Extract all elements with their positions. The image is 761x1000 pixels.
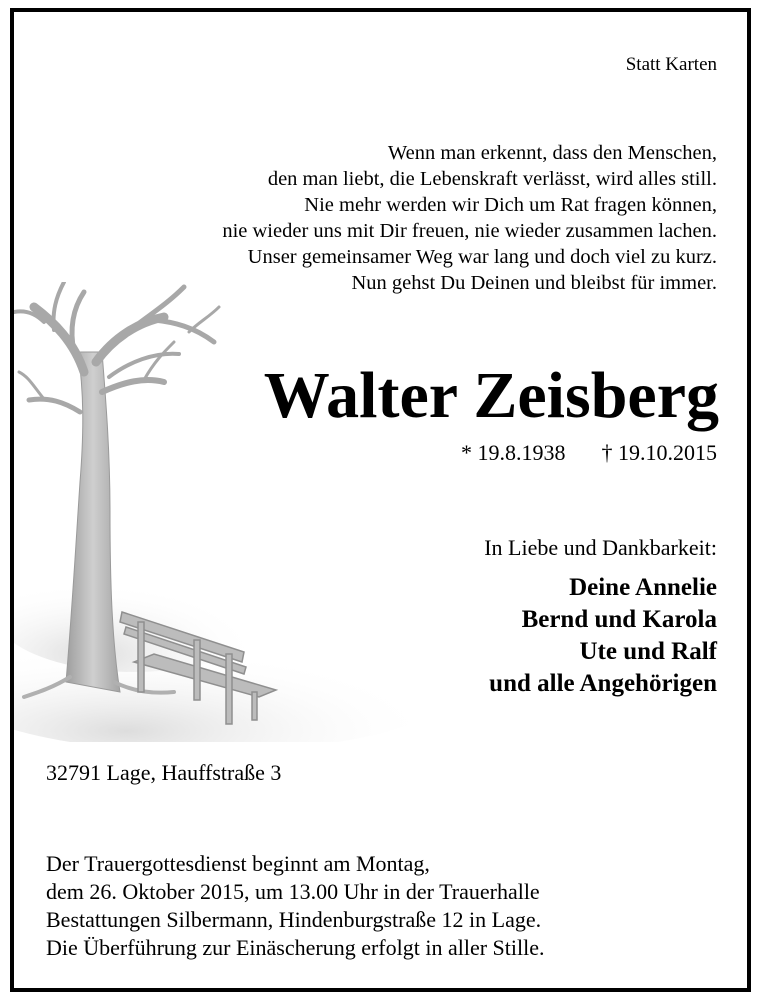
thanks-intro: In Liebe und Dankbarkeit: xyxy=(484,535,717,560)
service-line: Die Überführung zur Einäscherung erfolgt in aller Stille. xyxy=(46,935,545,960)
mourner-entry: Ute und Ralf xyxy=(579,638,717,665)
mourner-entry: und alle Angehörigen xyxy=(489,670,717,697)
statt-karten-note: Statt Karten xyxy=(625,54,717,75)
service-info xyxy=(46,850,545,962)
family-address: 32791 Lage, Hauffstraße 3 xyxy=(46,760,282,785)
tree-and-bench-icon xyxy=(14,282,484,742)
poem-line: den man liebt, die Lebenskraft verlässt, wird alles still. xyxy=(267,168,717,190)
birth-date: * 19.8.1938 xyxy=(461,440,566,465)
poem-line: Wenn man erkennt, dass den Menschen, xyxy=(387,142,717,164)
service-line: Der Trauergottesdienst beginnt am Montag, xyxy=(46,851,430,876)
poem-line: Nie mehr werden wir Dich um Rat fragen können, xyxy=(304,194,717,216)
service-line: Bestattungen Silbermann, Hindenburgstraße 12 in Lage. xyxy=(46,907,542,932)
service-line: dem 26. Oktober 2015, um 13.00 Uhr in der Trauerhalle xyxy=(46,879,540,904)
mourner-entry: Deine Annelie xyxy=(569,574,717,601)
mourners-list xyxy=(489,572,717,700)
poem-line: Nun gehst Du Deinen und bleibst für immer. xyxy=(351,272,717,294)
death-date: † 19.10.2015 xyxy=(601,440,717,465)
poem xyxy=(222,140,717,296)
obituary-frame xyxy=(10,8,751,992)
life-dates xyxy=(461,440,717,466)
poem-line: nie wieder uns mit Dir freuen, nie wieder zusammen lachen. xyxy=(222,220,717,242)
mourner-entry: Bernd und Karola xyxy=(521,606,717,633)
deceased-name: Walter Zeisberg xyxy=(263,359,719,432)
poem-line: Unser gemeinsamer Weg war lang und doch viel zu kurz. xyxy=(247,246,717,268)
